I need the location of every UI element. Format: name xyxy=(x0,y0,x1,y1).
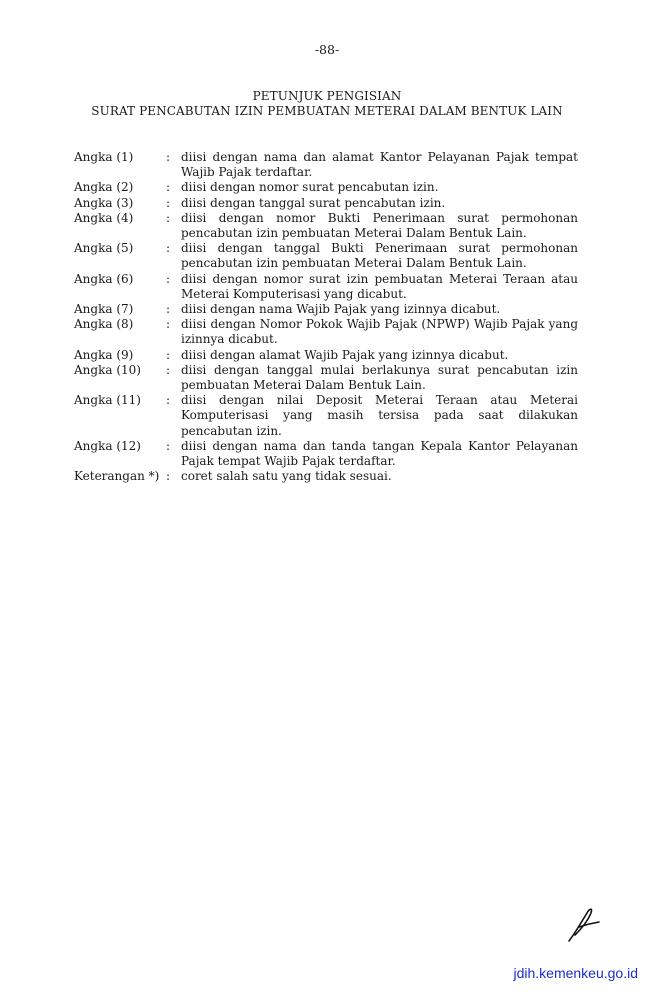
item-separator: : xyxy=(166,195,171,210)
item-separator: : xyxy=(166,347,171,362)
list-item xyxy=(74,150,578,180)
description-line: pencabutan izin pembuatan Meterai Dalam Bentuk Lain. xyxy=(181,256,527,271)
item-separator: : xyxy=(166,393,171,408)
item-description xyxy=(181,196,578,211)
list-item xyxy=(74,180,578,195)
description-line: izinnya dicabut. xyxy=(181,332,278,347)
item-separator: : xyxy=(166,317,171,332)
description-line: diisi dengan nama dan tanda tangan Kepala Kantor Pelayanan xyxy=(181,438,578,453)
item-description xyxy=(181,241,578,271)
description-line: diisi dengan nama Wajib Pajak yang izinnya dicabut. xyxy=(181,302,501,317)
list-item xyxy=(74,348,578,363)
item-label: Angka (1) xyxy=(74,150,134,164)
item-description xyxy=(181,180,578,195)
list-item xyxy=(74,211,578,241)
description-line: diisi dengan nomor Bukti Penerimaan surat permohonan xyxy=(181,210,578,225)
item-separator: : xyxy=(166,362,171,377)
item-description xyxy=(181,363,578,393)
description-line: Pajak tempat Wajib Pajak terdaftar. xyxy=(181,454,396,469)
footer-url[interactable]: jdih.kemenkeu.go.id xyxy=(513,965,638,981)
signature-initial-icon xyxy=(565,905,605,945)
item-label: Keterangan *) xyxy=(74,469,160,484)
description-line: diisi dengan tanggal Bukti Penerimaan surat permohonan xyxy=(181,241,578,256)
list-item xyxy=(74,241,578,271)
item-label: Angka (7) xyxy=(74,302,134,317)
item-description xyxy=(181,469,578,484)
list-item xyxy=(74,439,578,469)
list-item xyxy=(74,196,578,211)
description-line: diisi dengan alamat Wajib Pajak yang izinnya dicabut. xyxy=(181,347,509,362)
description-line: diisi dengan tanggal surat pencabutan izin. xyxy=(181,195,446,210)
item-label: Angka (6) xyxy=(74,271,134,286)
list-item xyxy=(74,272,578,302)
item-label: Angka (11) xyxy=(74,393,141,408)
item-label: Angka (5) xyxy=(74,241,134,256)
item-separator: : xyxy=(166,180,171,195)
item-description xyxy=(181,272,578,302)
item-separator: : xyxy=(166,302,171,317)
item-separator: : xyxy=(166,241,171,256)
item-description xyxy=(181,393,578,439)
document-title xyxy=(0,89,654,119)
page-number: -88- xyxy=(314,42,340,57)
list-item xyxy=(74,317,578,347)
item-description xyxy=(181,439,578,469)
item-description xyxy=(181,150,578,180)
item-description xyxy=(181,302,578,317)
description-line: diisi dengan tanggal mulai berlakunya surat pencabutan izin xyxy=(181,362,578,377)
description-line: Meterai Komputerisasi yang dicabut. xyxy=(181,286,407,301)
description-line: pembuatan Meterai Dalam Bentuk Lain. xyxy=(181,378,426,393)
item-description xyxy=(181,317,578,347)
description-line: coret salah satu yang tidak sesuai. xyxy=(181,469,392,484)
description-line: diisi dengan nomor surat izin pembuatan Meterai Teraan atau xyxy=(181,271,578,286)
item-label: Angka (4) xyxy=(74,210,134,225)
item-separator: : xyxy=(166,150,171,164)
item-description xyxy=(181,211,578,241)
list-item xyxy=(74,393,578,439)
item-description xyxy=(181,348,578,363)
list-item xyxy=(74,469,578,484)
list-item xyxy=(74,363,578,393)
item-separator: : xyxy=(166,438,171,453)
title-line-1: PETUNJUK PENGISIAN xyxy=(252,89,402,103)
item-label: Angka (2) xyxy=(74,180,134,195)
instruction-list xyxy=(74,150,578,484)
item-separator: : xyxy=(166,469,171,484)
description-line: pencabutan izin pembuatan Meterai Dalam Bentuk Lain. xyxy=(181,226,527,241)
item-separator: : xyxy=(166,210,171,225)
description-line: diisi dengan nama dan alamat Kantor Pelayanan Pajak tempat xyxy=(181,150,578,164)
item-label: Angka (3) xyxy=(74,195,134,210)
list-item xyxy=(74,302,578,317)
item-label: Angka (12) xyxy=(74,438,141,453)
item-label: Angka (8) xyxy=(74,317,134,332)
description-line: diisi dengan nomor surat pencabutan izin. xyxy=(181,180,439,195)
item-separator: : xyxy=(166,271,171,286)
description-line: diisi dengan nilai Deposit Meterai Teraan atau Meterai xyxy=(181,393,578,408)
description-line: pencabutan izin. xyxy=(181,423,282,438)
description-line: diisi dengan Nomor Pokok Wajib Pajak (NPWP) Wajib Pajak yang xyxy=(181,317,578,332)
title-line-2: SURAT PENCABUTAN IZIN PEMBUATAN METERAI DALAM BENTUK LAIN xyxy=(91,104,563,118)
item-label: Angka (10) xyxy=(74,362,141,377)
description-line: Wajib Pajak terdaftar. xyxy=(181,165,313,180)
description-line: Komputerisasi yang masih tersisa pada saat dilakukan xyxy=(181,408,578,423)
item-label: Angka (9) xyxy=(74,347,134,362)
